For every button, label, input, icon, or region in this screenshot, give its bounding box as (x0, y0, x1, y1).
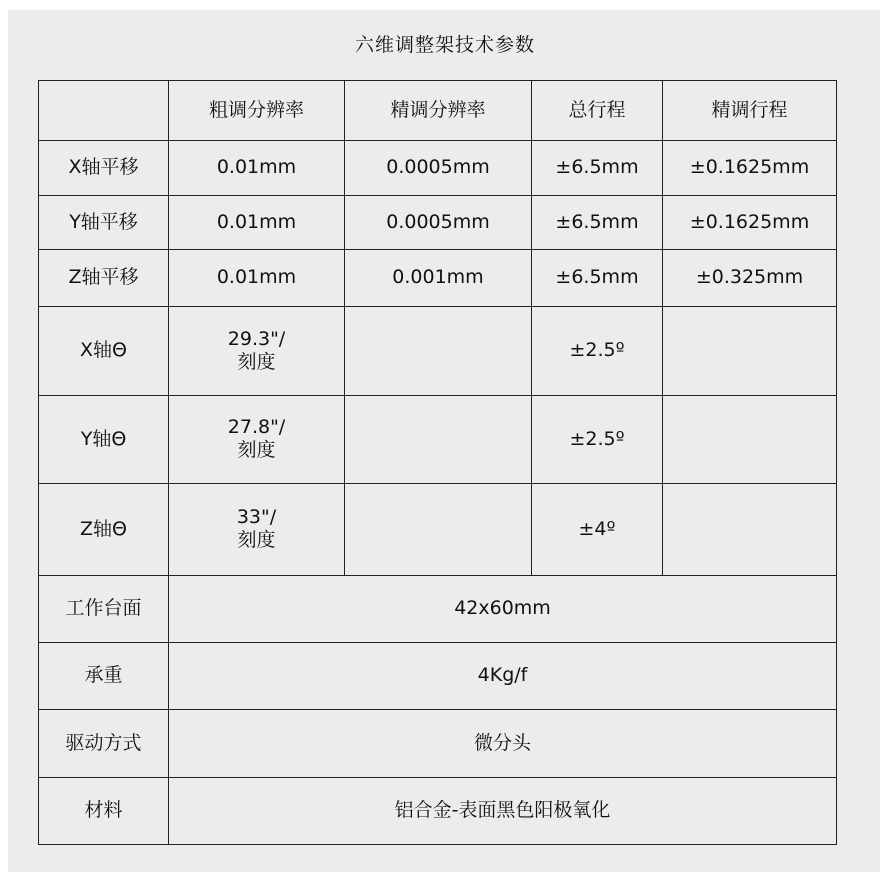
spec-value: 微分头 (169, 710, 837, 778)
row-label: Y轴Θ (39, 396, 169, 484)
spec-row-worktable (39, 576, 837, 643)
spec-value: 42x60mm (169, 576, 837, 643)
table-title: 六维调整架技术参数 (354, 34, 535, 56)
coarse-resolution-text: 27.8"/ 刻度 (227, 416, 286, 462)
coarse-resolution-cell: 0.01mm (169, 196, 345, 250)
fine-travel-cell: ±0.1625mm (663, 196, 837, 250)
header-cell-total-travel: 总行程 (532, 81, 663, 141)
fine-travel-cell (663, 484, 837, 576)
fine-resolution-cell: 0.0005mm (345, 141, 532, 196)
spec-value: 铝合金-表面黑色阳极氧化 (169, 778, 837, 845)
spec-label: 承重 (39, 643, 169, 710)
coarse-resolution-text: 29.3"/ 刻度 (227, 327, 286, 373)
total-travel-cell: ±4º (532, 484, 663, 576)
total-travel-cell: ±6.5mm (532, 250, 663, 307)
table-row (39, 396, 837, 484)
fine-travel-cell (663, 307, 837, 396)
fine-resolution-cell (345, 307, 532, 396)
total-travel-cell: ±2.5º (532, 307, 663, 396)
spec-label: 驱动方式 (39, 710, 169, 778)
table-row (39, 484, 837, 576)
table-row (39, 250, 837, 307)
coarse-resolution-cell (169, 396, 345, 484)
row-label: X轴Θ (39, 307, 169, 396)
coarse-resolution-cell (169, 307, 345, 396)
header-cell-fine-travel: 精调行程 (663, 81, 837, 141)
total-travel-cell: ±2.5º (532, 396, 663, 484)
header-row (39, 81, 837, 141)
fine-travel-cell: ±0.1625mm (663, 141, 837, 196)
row-label: Y轴平移 (39, 196, 169, 250)
table-row (39, 307, 837, 396)
table-row (39, 141, 837, 196)
row-label: Z轴Θ (39, 484, 169, 576)
table-row (39, 196, 837, 250)
fine-resolution-cell: 0.0005mm (345, 196, 532, 250)
fine-resolution-cell (345, 396, 532, 484)
row-label: Z轴平移 (39, 250, 169, 307)
spec-row-load (39, 643, 837, 710)
fine-resolution-cell: 0.001mm (345, 250, 532, 307)
total-travel-cell: ±6.5mm (532, 196, 663, 250)
coarse-resolution-cell (169, 484, 345, 576)
header-cell-fine-resolution: 精调分辨率 (345, 81, 532, 141)
row-label: X轴平移 (39, 141, 169, 196)
spec-table (38, 80, 837, 845)
coarse-resolution-text: 33"/ 刻度 (236, 506, 277, 552)
spec-row-material (39, 778, 837, 845)
spec-label: 材料 (39, 778, 169, 845)
fine-resolution-cell (345, 484, 532, 576)
header-cell-coarse-resolution: 粗调分辨率 (169, 81, 345, 141)
header-cell-corner (39, 81, 169, 141)
fine-travel-cell: ±0.325mm (663, 250, 837, 307)
spec-label: 工作台面 (39, 576, 169, 643)
spec-row-drive (39, 710, 837, 778)
coarse-resolution-cell: 0.01mm (169, 250, 345, 307)
spec-value: 4Kg/f (169, 643, 837, 710)
coarse-resolution-cell: 0.01mm (169, 141, 345, 196)
fine-travel-cell (663, 396, 837, 484)
total-travel-cell: ±6.5mm (532, 141, 663, 196)
